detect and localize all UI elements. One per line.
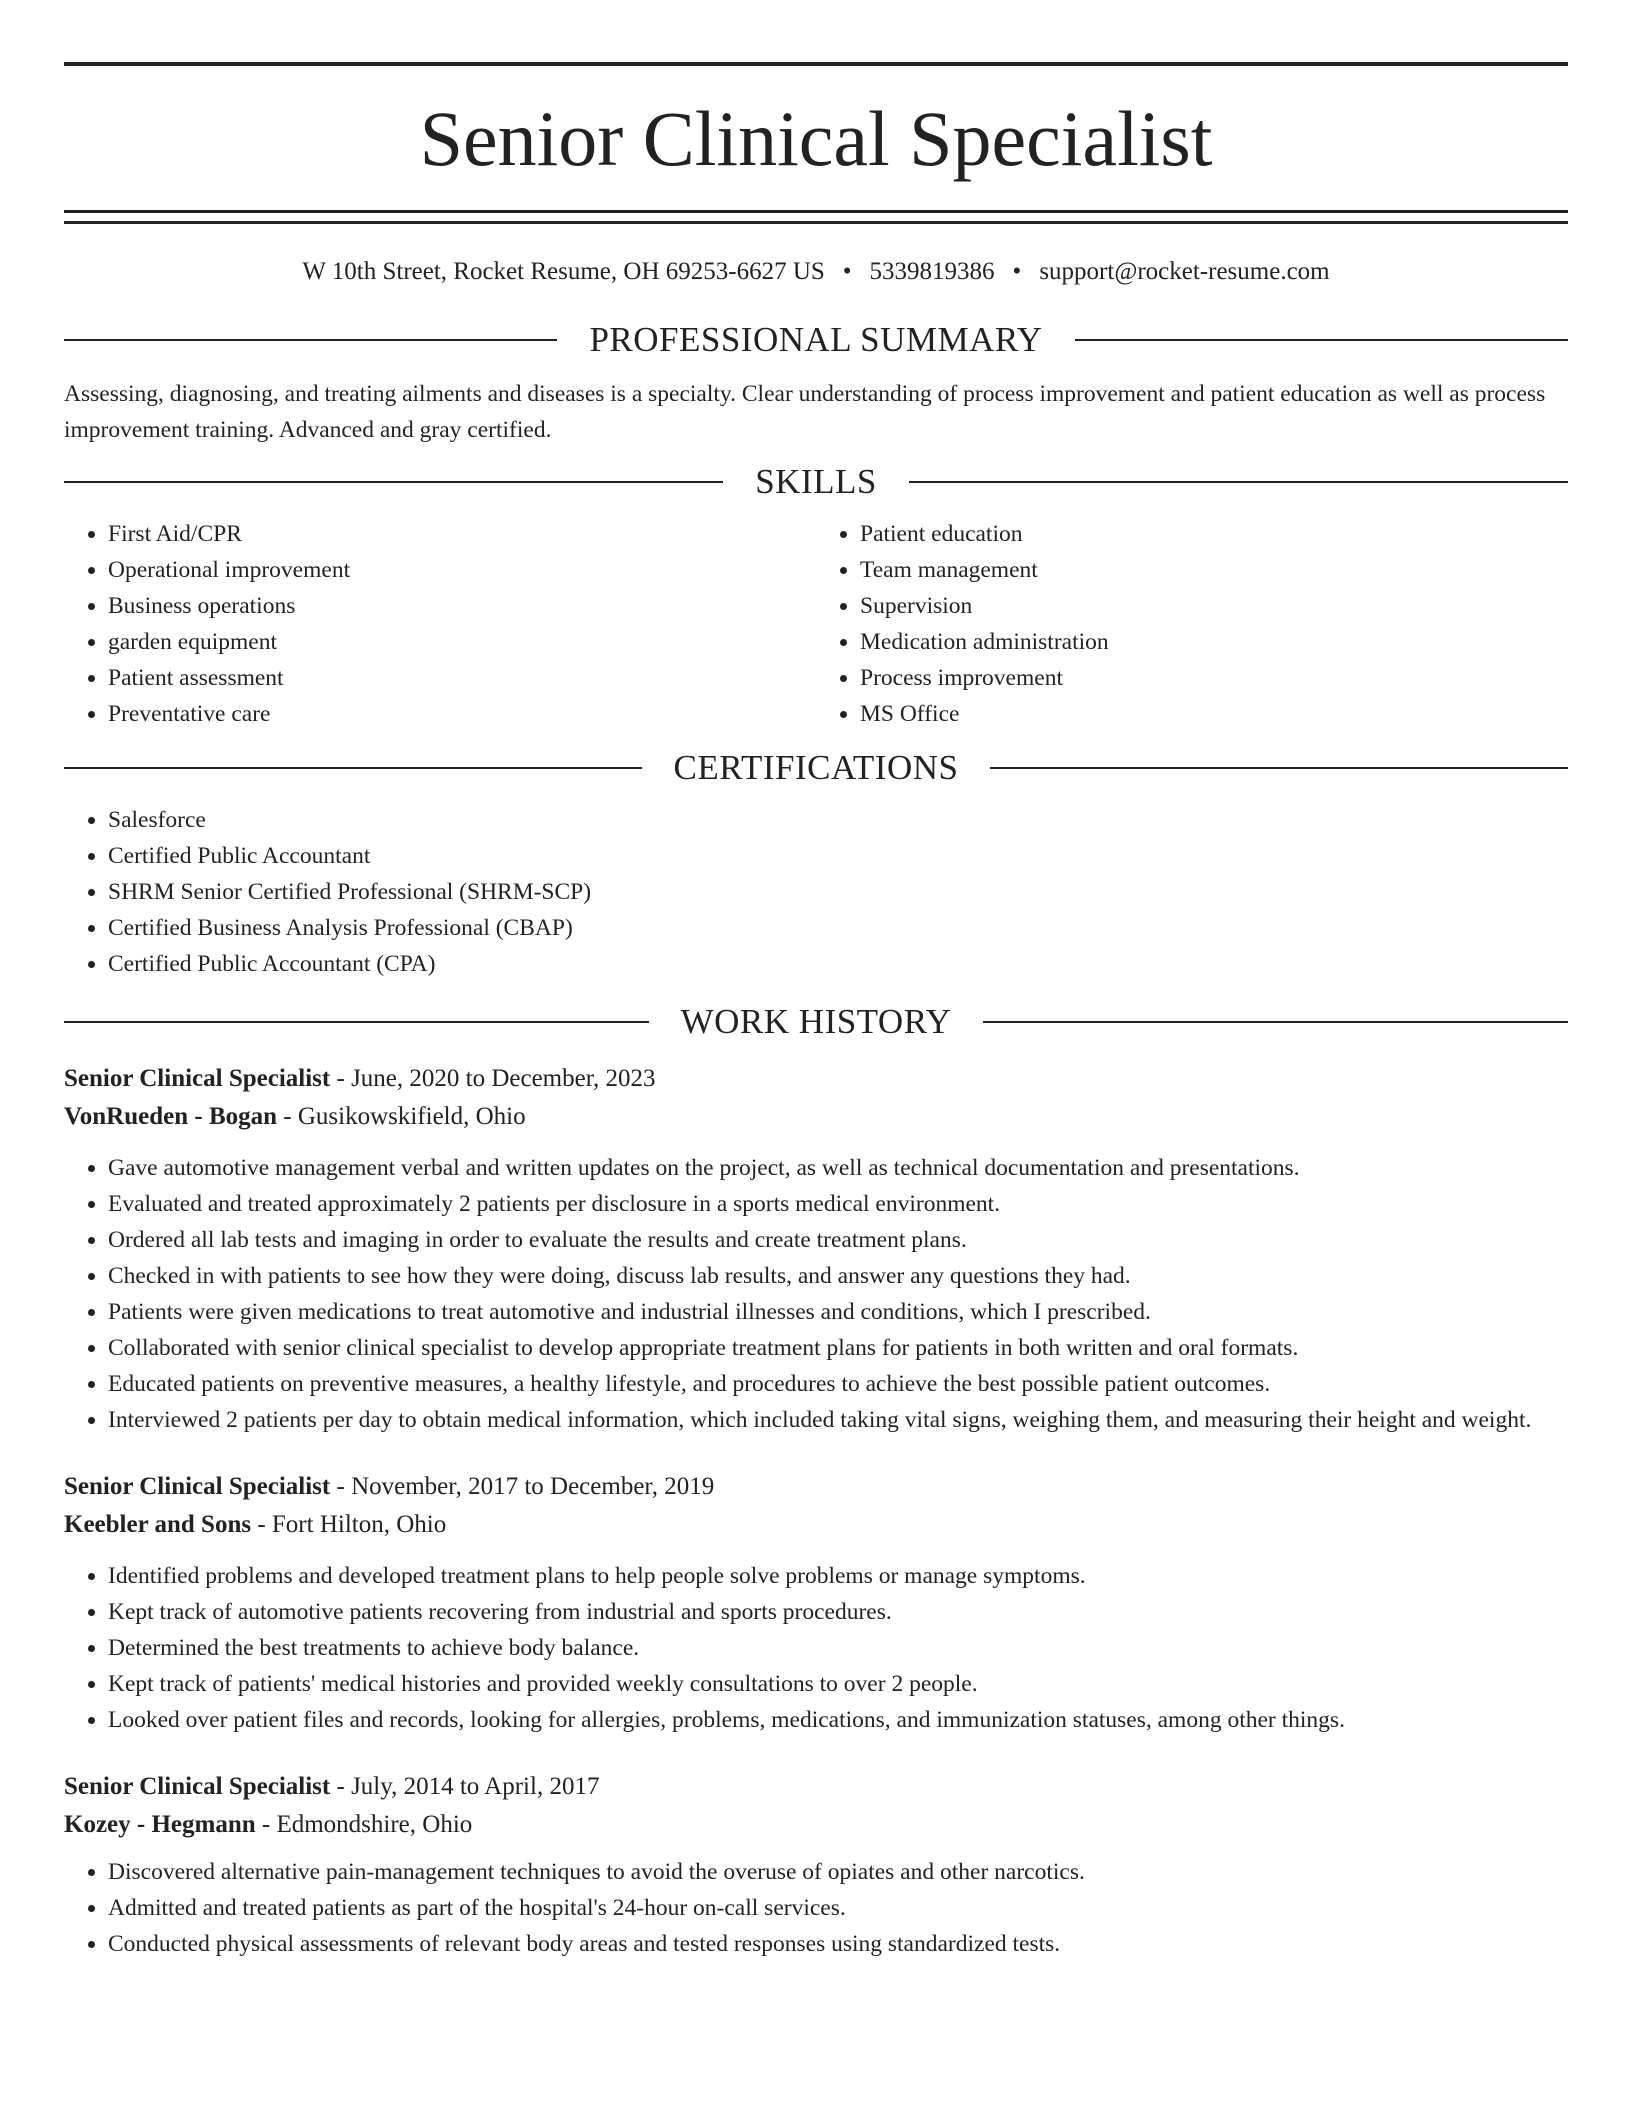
job-bullet: • Kept track of patients' medical histories and provided weekly consultations to over 2 people. <box>108 1666 1568 1702</box>
job-title: Senior Clinical Specialist <box>64 1773 331 1800</box>
job-bullet: • Educated patients on preventive measures, a healthy lifestyle, and procedures to achieve the best possible patient outcomes. <box>108 1366 1568 1402</box>
contact-separator: • <box>842 258 852 285</box>
heading-rule-right <box>990 767 1568 769</box>
job-dash: - <box>330 1773 352 1800</box>
job-entry <box>64 1468 1568 1738</box>
certification-item: • Certified Public Accountant (CPA) <box>108 946 1568 982</box>
skill-item: • Medication administration <box>860 624 1568 660</box>
job-dash: - <box>277 1103 298 1130</box>
skills-grid <box>64 516 1568 732</box>
skill-item: • Patient assessment <box>108 660 816 696</box>
job-location: Edmondshire, Ohio <box>276 1811 473 1838</box>
heading-rule-left <box>64 339 557 341</box>
title-double-rule <box>64 210 1568 224</box>
job-bullets <box>64 1854 1568 1962</box>
job-company-line <box>64 1806 1568 1844</box>
certification-item: • Certified Business Analysis Professional (CBAP) <box>108 910 1568 946</box>
job-dates: June, 2020 to December, 2023 <box>351 1065 656 1092</box>
job-bullet: • Discovered alternative pain-management techniques to avoid the overuse of opiates and other narcotics. <box>108 1854 1568 1890</box>
job-location: Fort Hilton, Ohio <box>271 1511 447 1538</box>
heading-rule-left <box>64 1021 649 1023</box>
job-entry <box>64 1768 1568 1962</box>
job-bullets <box>64 1150 1568 1438</box>
job-entry <box>64 1060 1568 1438</box>
job-dash: - <box>330 1065 352 1092</box>
certification-item: • Salesforce <box>108 802 1568 838</box>
job-title-line <box>64 1768 1568 1806</box>
job-bullet: • Identified problems and developed treatment plans to help people solve problems or manage symptoms. <box>108 1558 1568 1594</box>
job-company: Kozey - Hegmann <box>64 1811 256 1838</box>
work-history-heading <box>64 1000 1568 1044</box>
heading-rule-right <box>983 1021 1568 1023</box>
certification-item: • Certified Public Accountant <box>108 838 1568 874</box>
job-bullet: • Checked in with patients to see how they were doing, discuss lab results, and answer any questions they had. <box>108 1258 1568 1294</box>
certifications-list <box>64 802 1568 982</box>
contact-line <box>64 256 1568 288</box>
skill-item: • Operational improvement <box>108 552 816 588</box>
job-bullet: • Evaluated and treated approximately 2 patients per disclosure in a sports medical environment. <box>108 1186 1568 1222</box>
job-title: Senior Clinical Specialist <box>64 1473 331 1500</box>
job-title-line <box>64 1468 1568 1506</box>
job-company: VonRueden - Bogan <box>64 1103 278 1130</box>
job-location: Gusikowskifield, Ohio <box>297 1103 526 1130</box>
job-dates: November, 2017 to December, 2019 <box>351 1473 715 1500</box>
job-bullet: • Looked over patient files and records, looking for allergies, problems, medications, and immunization statuses, among other things. <box>108 1702 1568 1738</box>
job-bullet: • Determined the best treatments to achieve body balance. <box>108 1630 1568 1666</box>
job-dash: - <box>330 1473 352 1500</box>
job-title: Senior Clinical Specialist <box>64 1065 331 1092</box>
job-bullet: • Collaborated with senior clinical specialist to develop appropriate treatment plans for patients in both written and oral formats. <box>108 1330 1568 1366</box>
heading-rule-right <box>909 481 1568 483</box>
summary-heading-label: PROFESSIONAL SUMMARY <box>589 320 1043 359</box>
job-bullet: • Ordered all lab tests and imaging in order to evaluate the results and create treatment plans. <box>108 1222 1568 1258</box>
skill-item: • Business operations <box>108 588 816 624</box>
skill-item: • Supervision <box>860 588 1568 624</box>
certifications-heading <box>64 746 1568 790</box>
job-bullet: • Kept track of automotive patients recovering from industrial and sports procedures. <box>108 1594 1568 1630</box>
skills-list-left <box>64 516 816 732</box>
skill-item: • MS Office <box>860 696 1568 732</box>
job-company-line <box>64 1098 1568 1136</box>
job-bullet: • Admitted and treated patients as part of the hospital's 24-hour on-call services. <box>108 1890 1568 1926</box>
skill-item: • Team management <box>860 552 1568 588</box>
contact-phone: 5339819386 <box>869 258 995 285</box>
skills-heading-label: SKILLS <box>755 462 877 501</box>
contact-email: support@rocket-resume.com <box>1039 258 1330 285</box>
job-dates: July, 2014 to April, 2017 <box>351 1773 600 1800</box>
job-company: Keebler and Sons <box>64 1511 252 1538</box>
skill-item: • Preventative care <box>108 696 816 732</box>
job-company-line <box>64 1506 1568 1544</box>
summary-text: Assessing, diagnosing, and treating ailments and diseases is a specialty. Clear understanding of process improvement and patient education as well as process improvement training. Advanced and gray certified. <box>64 381 1546 443</box>
certification-item: • SHRM Senior Certified Professional (SHRM-SCP) <box>108 874 1568 910</box>
job-title-line <box>64 1060 1568 1098</box>
page-title: Senior Clinical Specialist <box>419 95 1213 182</box>
job-bullet: • Conducted physical assessments of relevant body areas and tested responses using standardized tests. <box>108 1926 1568 1962</box>
summary-heading <box>64 318 1568 362</box>
skill-item: • garden equipment <box>108 624 816 660</box>
job-dash: - <box>255 1811 277 1838</box>
heading-rule-right <box>1075 339 1568 341</box>
heading-rule-left <box>64 481 723 483</box>
heading-rule-left <box>64 767 642 769</box>
resume-page <box>64 62 1568 1962</box>
certifications-heading-label: CERTIFICATIONS <box>673 748 959 787</box>
skill-item: • Process improvement <box>860 660 1568 696</box>
job-bullet: • Gave automotive management verbal and written updates on the project, as well as technical documentation and presentations. <box>108 1150 1568 1186</box>
skill-item: • First Aid/CPR <box>108 516 816 552</box>
work-history-heading-label: WORK HISTORY <box>680 1002 952 1041</box>
skills-list-right <box>816 516 1568 732</box>
job-bullet: • Interviewed 2 patients per day to obtain medical information, which included taking vital signs, weighing them, and measuring their height and weight. <box>108 1402 1568 1438</box>
skill-item: • Patient education <box>860 516 1568 552</box>
job-bullet: • Patients were given medications to treat automotive and industrial illnesses and conditions, which I prescribed. <box>108 1294 1568 1330</box>
contact-separator: • <box>1012 258 1022 285</box>
skills-heading <box>64 460 1568 504</box>
job-bullets <box>64 1558 1568 1738</box>
job-dash: - <box>251 1511 272 1538</box>
contact-address: W 10th Street, Rocket Resume, OH 69253-6627 US <box>302 258 825 285</box>
top-rule <box>64 62 1568 66</box>
